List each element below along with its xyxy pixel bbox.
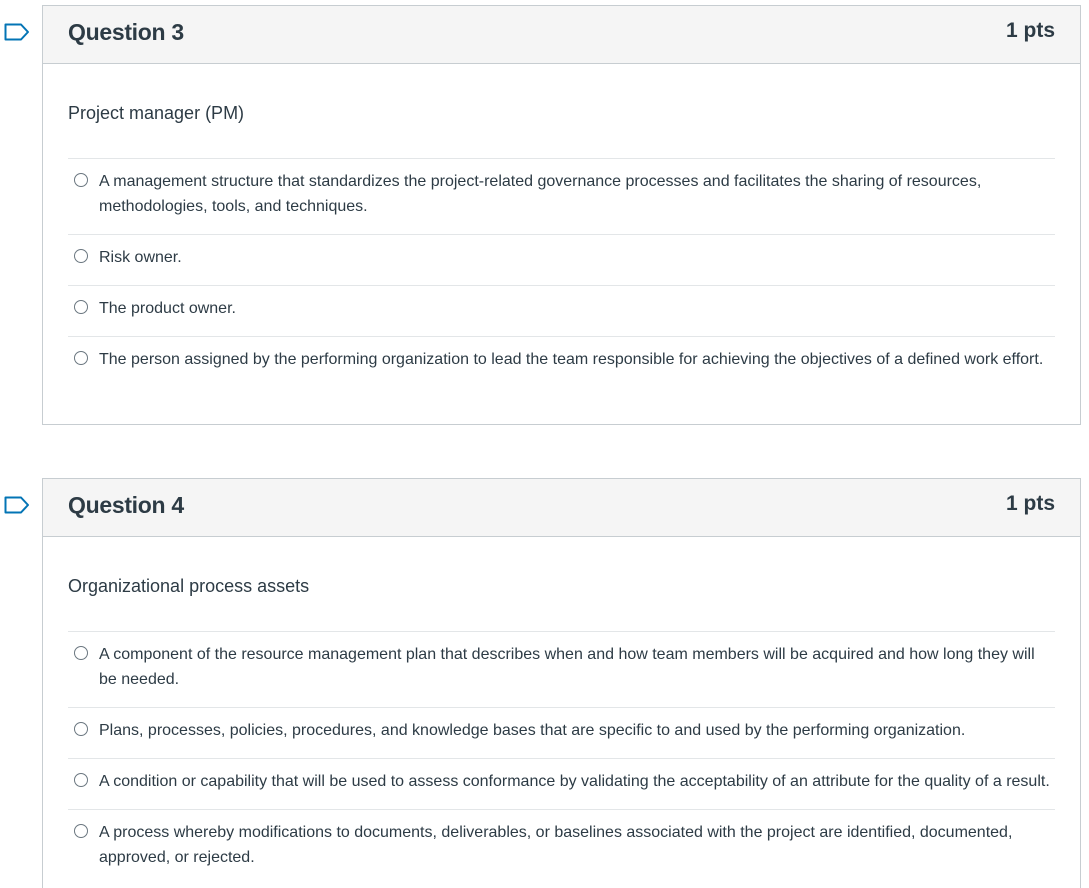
question-header <box>43 6 1080 64</box>
radio-button-icon[interactable] <box>74 173 88 187</box>
answer-list <box>68 631 1055 885</box>
answer-label: The product owner. <box>99 300 236 317</box>
answer-label: A condition or capability that will be used to assess conformance by validating the acceptability of an attribute for the quality of a result. <box>99 773 1050 790</box>
question-prompt: Project manager (PM) <box>68 103 245 123</box>
radio-button-icon[interactable] <box>74 646 88 660</box>
question-title: Question 4 <box>68 492 184 518</box>
answer-option[interactable] <box>68 810 1055 885</box>
question-points: 1 pts <box>1005 19 1055 42</box>
question-body <box>43 102 1080 387</box>
answer-label: A management structure that standardizes the project-related governance processes and facilitates the sharing of resources, methodologies, tools, and techniques. <box>99 173 982 215</box>
answer-option[interactable] <box>68 759 1055 810</box>
question-prompt: Organizational process assets <box>68 576 310 596</box>
radio-button-icon[interactable] <box>74 300 88 314</box>
answer-label: A process whereby modifications to documents, deliverables, or baselines associated with the project are identified, documented, approved, or rejected. <box>99 824 1013 866</box>
flag-question-icon[interactable] <box>4 23 30 41</box>
answer-option[interactable] <box>68 235 1055 286</box>
radio-button-icon[interactable] <box>74 824 88 838</box>
answer-label: Risk owner. <box>99 249 182 266</box>
answer-option[interactable] <box>68 708 1055 759</box>
question-title: Question 3 <box>68 19 184 45</box>
flag-question-icon[interactable] <box>4 496 30 514</box>
radio-button-icon[interactable] <box>74 773 88 787</box>
answer-option[interactable] <box>68 286 1055 337</box>
radio-button-icon[interactable] <box>74 249 88 263</box>
answer-list <box>68 158 1055 387</box>
radio-button-icon[interactable] <box>74 722 88 736</box>
answer-label: Plans, processes, policies, procedures, and knowledge bases that are specific to and used by the performing organization. <box>99 722 966 739</box>
question-points: 1 pts <box>1005 492 1055 515</box>
radio-button-icon[interactable] <box>74 351 88 365</box>
answer-label: The person assigned by the performing organization to lead the team responsible for achieving the objectives of a defined work effort. <box>99 351 1044 368</box>
question-body <box>43 575 1080 885</box>
question-4 <box>42 478 1081 888</box>
answer-label: A component of the resource management plan that describes when and how team members will be acquired and how long they will be needed. <box>99 646 1035 688</box>
answer-option[interactable] <box>68 632 1055 708</box>
question-header <box>43 479 1080 537</box>
answer-option[interactable] <box>68 159 1055 235</box>
question-3 <box>42 5 1081 425</box>
answer-option[interactable] <box>68 337 1055 387</box>
